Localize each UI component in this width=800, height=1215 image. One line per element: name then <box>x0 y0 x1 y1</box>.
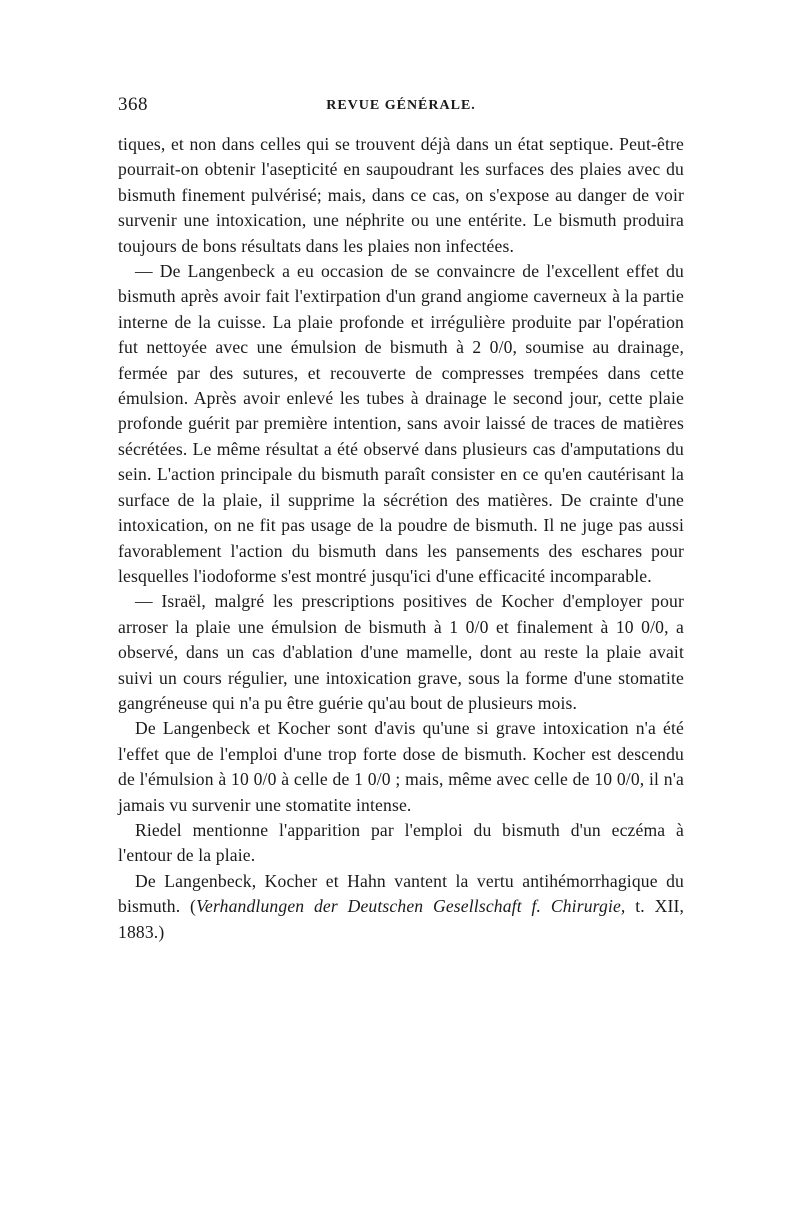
citation-reference: t. XII, 1883.) <box>118 896 685 942</box>
paragraph-continuation: tiques, et non dans celles qui se trouvent déjà dans un état septique. Peut-être pourrait-on obtenir l'asepticité en saupoudrant les surfaces des plaies avec du bismuth finement pulvérisé; mais, dans ce cas, on s'expose au danger de voir survenir une intoxication, une néphrite ou une entérite. Le bismuth produira toujours de bons résultats dans les plaies non infectées. <box>118 134 684 256</box>
paragraph-hahn-text: De Langenbeck, Kocher et Hahn vantent la vertu antihémorrhagique du bismuth. ( <box>118 870 684 917</box>
book-page <box>118 92 684 945</box>
page-number: 368 <box>118 94 148 115</box>
body-text <box>118 132 684 945</box>
paragraph-israel: — Israël, malgré les prescriptions positives de Kocher d'employer pour arroser la plaie une émulsion de bismuth à 1 0/0 et finalement à 10 0/0, a observé, dans un cas d'ablation d'une mamelle, dont au reste la plaie avait suivi un cours régulier, une intoxication grave, sous la forme d'une stomatite gangréneuse qui n'a pu être guérie qu'au bout de plusieurs mois. <box>118 591 684 713</box>
paragraph-langenbeck: — De Langenbeck a eu occasion de se convaincre de l'excellent effet du bismuth après avoir fait l'extirpation d'un grand angiome caverneux à la partie interne de la cuisse. La plaie profonde et irrégulière produite par l'opération fut nettoyée avec une émulsion de bismuth à 2 0/0, soumise au drainage, fermée par des sutures, et recouverte de compresses trempées dans cette émulsion. Après avoir enlevé les tubes à drainage le second jour, cette plaie profonde guérit par première intention, sans avoir laissé de traces de matières sécrétées. Le même résultat a été observé dans plusieurs cas d'amputations du sein. L'action principale du bismuth paraît consister en ce qu'en cautérisant la surface de la plaie, il supprime la sécrétion des matières. De crainte d'une intoxication, on ne fit pas usage de la poudre de bismuth. Il ne juge pas aussi favorablement l'action du bismuth dans les pansements des eschares pour lesquelles l'iodoforme s'est montré jusqu'ici d'une efficacité incomparable. <box>118 261 684 586</box>
citation-title: Verhandlungen der Deutschen Gesellschaft f. Chirurgie, <box>196 896 626 917</box>
paragraph-riedel: Riedel mentionne l'apparition par l'emploi du bismuth d'un eczéma à l'entour de la plaie. <box>118 819 684 866</box>
paragraph-hahn <box>118 869 684 945</box>
running-head <box>118 92 684 122</box>
running-title: REVUE GÉNÉRALE. <box>326 98 476 113</box>
paragraph-kocher: De Langenbeck et Kocher sont d'avis qu'une si grave intoxication n'a été l'effet que de l'emploi d'une trop forte dose de bismuth. Kocher est descendu de l'émulsion à 10 0/0 à celle de 1 0/0 ; mais, même avec celle de 10 0/0, il n'a jamais vu survenir une stomatite intense. <box>118 718 684 815</box>
